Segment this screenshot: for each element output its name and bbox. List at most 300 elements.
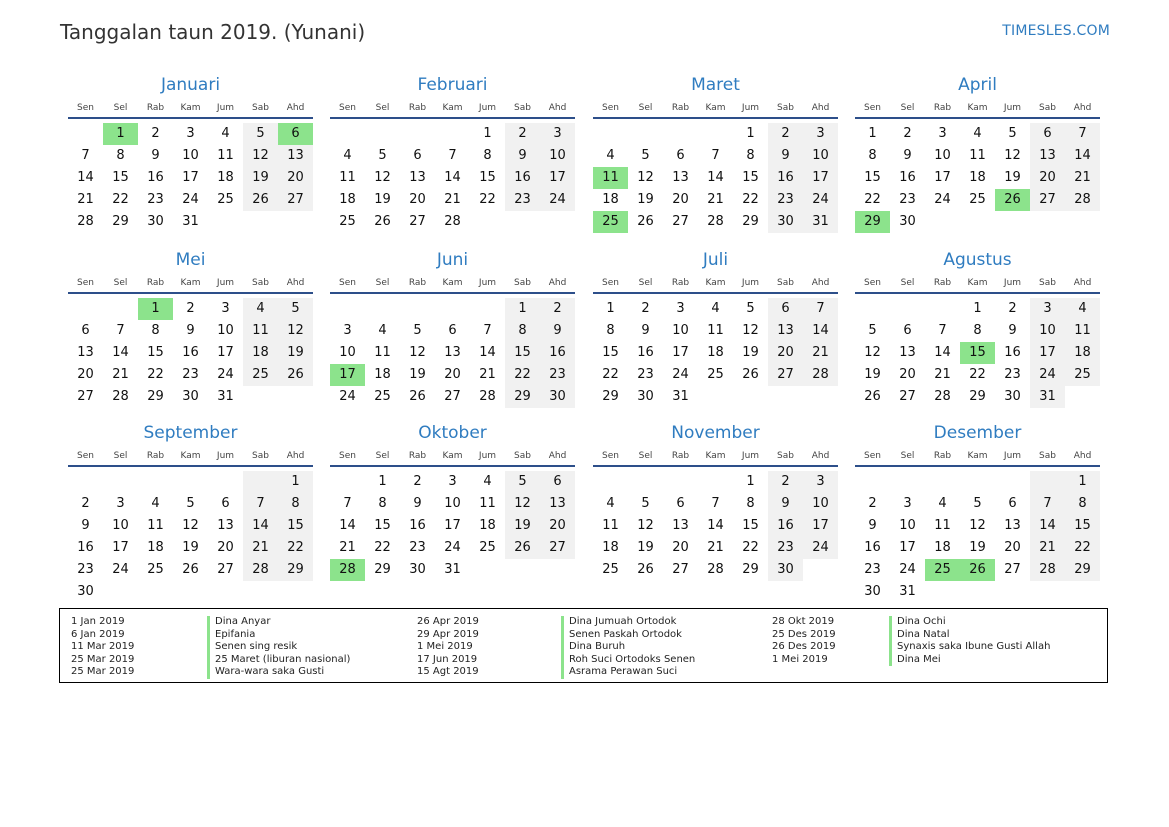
empty-cell: [925, 581, 960, 603]
weekday-header: [68, 102, 313, 114]
day-cell: 31: [672, 389, 689, 404]
day-cell: 21: [339, 540, 356, 555]
day-cell: 1: [378, 474, 387, 489]
day-cell: 24: [672, 367, 689, 382]
weekday-header: [855, 450, 1100, 462]
day-cell: 25: [593, 211, 628, 233]
day-cell: 2: [641, 301, 650, 316]
day-cell: 28: [707, 562, 724, 577]
day-cell: 11: [374, 345, 391, 360]
day-cell: 1: [868, 126, 877, 141]
weekday-label: Sen: [864, 451, 881, 461]
weekday-label: Sen: [77, 278, 94, 288]
legend-date: 11 Mar 2019: [71, 641, 135, 652]
day-cell: 21: [77, 192, 94, 207]
day-cell: 11: [479, 496, 496, 511]
weekday-label: Ahd: [548, 451, 567, 461]
day-cell: 24: [934, 192, 951, 207]
weekday-label: Ahd: [548, 278, 567, 288]
day-cell: 9: [413, 496, 422, 511]
day-cell: 29: [278, 559, 313, 581]
empty-cell: [208, 581, 243, 603]
day-cell: 16: [864, 540, 881, 555]
day-cell: 22: [864, 192, 881, 207]
legend-holiday-name: Dina Buruh: [561, 641, 695, 654]
day-cell: 14: [444, 170, 461, 185]
weekday-header: [330, 277, 575, 289]
day-cell: 29: [374, 562, 391, 577]
day-cell: 21: [112, 367, 129, 382]
day-cell: 9: [540, 320, 575, 342]
legend-dates-col: [772, 616, 836, 666]
legend-date: 25 Mar 2019: [71, 653, 135, 665]
day-cell: 23: [899, 192, 916, 207]
day-cell: 20: [672, 540, 689, 555]
empty-cell: [243, 581, 278, 603]
day-cell: 6: [768, 298, 803, 320]
day-cell: 19: [969, 540, 986, 555]
weekday-header: [68, 277, 313, 289]
day-cell: 12: [864, 345, 881, 360]
day-cell: 31: [444, 562, 461, 577]
weekday-label: Sel: [638, 278, 653, 288]
empty-cell: [103, 471, 138, 493]
day-cell: 25: [925, 559, 960, 581]
day-cell: 11: [147, 518, 164, 533]
day-cell: 17: [1030, 342, 1065, 364]
legend-holiday-name: Wara-wara saka Gusti: [207, 666, 350, 679]
day-cell: 21: [1030, 537, 1065, 559]
weekday-label: Jum: [1003, 103, 1022, 113]
day-cell: 16: [540, 342, 575, 364]
day-cell: 11: [602, 518, 619, 533]
month-agustus: [855, 249, 1100, 408]
day-cell: 4: [378, 323, 387, 338]
day-cell: 10: [934, 148, 951, 163]
weekday-label: Sen: [602, 278, 619, 288]
day-cell: 7: [803, 298, 838, 320]
day-cell: 7: [116, 323, 125, 338]
weekday-label: Sel: [900, 103, 915, 113]
day-cell: 5: [278, 298, 313, 320]
day-grid: [593, 471, 838, 581]
day-cell: 15: [602, 345, 619, 360]
day-cell: 30: [768, 559, 803, 581]
weekday-label: Sel: [375, 103, 390, 113]
day-cell: 31: [182, 214, 199, 229]
day-cell: 27: [1030, 189, 1065, 211]
weekday-label: Kam: [442, 451, 463, 461]
weekday-header: [593, 450, 838, 462]
day-cell: 9: [641, 323, 650, 338]
day-cell: 1: [505, 298, 540, 320]
weekday-label: Rab: [933, 103, 952, 113]
weekday-header: [593, 102, 838, 114]
empty-cell: [400, 123, 435, 145]
day-cell: 18: [707, 345, 724, 360]
empty-cell: [505, 211, 540, 233]
day-cell: 12: [182, 518, 199, 533]
day-cell: 6: [676, 148, 685, 163]
day-cell: 27: [77, 389, 94, 404]
weekday-label: Kam: [180, 451, 201, 461]
weekday-header: [68, 450, 313, 462]
day-cell: 15: [864, 170, 881, 185]
day-cell: 29: [1065, 559, 1100, 581]
day-cell: 7: [1030, 493, 1065, 515]
day-cell: 11: [707, 323, 724, 338]
month-juni: [330, 249, 575, 408]
day-cell: 12: [637, 170, 654, 185]
day-cell: 13: [1004, 518, 1021, 533]
empty-cell: [103, 581, 138, 603]
empty-cell: [698, 471, 733, 493]
legend-holiday-name: 25 Maret (liburan nasional): [207, 654, 350, 667]
day-cell: 27: [444, 389, 461, 404]
day-cell: 18: [602, 540, 619, 555]
day-cell: 19: [505, 515, 540, 537]
day-cell: 12: [637, 518, 654, 533]
day-cell: 3: [803, 123, 838, 145]
empty-cell: [138, 471, 173, 493]
weekday-label: Kam: [180, 278, 201, 288]
day-cell: 22: [742, 540, 759, 555]
day-cell: 11: [339, 170, 356, 185]
month-title: Mei: [175, 250, 206, 270]
day-cell: 27: [409, 214, 426, 229]
day-cell: 21: [243, 537, 278, 559]
day-cell: 4: [606, 148, 615, 163]
day-cell: 14: [707, 518, 724, 533]
day-cell: 3: [903, 496, 912, 511]
weekday-label: Jum: [741, 278, 760, 288]
day-cell: 19: [374, 192, 391, 207]
day-cell: 18: [479, 518, 496, 533]
day-cell: 23: [182, 367, 199, 382]
page-title: Tanggalan taun 2019. (Yunani): [60, 20, 366, 44]
day-cell: 6: [413, 148, 422, 163]
day-cell: 7: [81, 148, 90, 163]
day-cell: 28: [444, 214, 461, 229]
day-cell: 5: [973, 496, 982, 511]
day-cell: 24: [803, 537, 838, 559]
weekday-label: Sab: [1039, 278, 1056, 288]
legend-date: 17 Jun 2019: [417, 653, 478, 665]
empty-cell: [173, 581, 208, 603]
weekday-label: Sen: [864, 103, 881, 113]
day-cell: 3: [186, 126, 195, 141]
weekday-label: Jum: [216, 103, 235, 113]
day-cell: 26: [637, 562, 654, 577]
day-cell: 11: [1065, 320, 1100, 342]
day-cell: 17: [182, 170, 199, 185]
day-cell: 28: [934, 389, 951, 404]
day-cell: 30: [409, 562, 426, 577]
day-cell: 30: [182, 389, 199, 404]
weekday-label: Rab: [671, 278, 690, 288]
day-cell: 19: [1004, 170, 1021, 185]
day-cell: 4: [343, 148, 352, 163]
empty-cell: [925, 471, 960, 493]
day-cell: 23: [768, 537, 803, 559]
day-cell: 12: [409, 345, 426, 360]
day-cell: 8: [973, 323, 982, 338]
day-cell: 1: [746, 474, 755, 489]
legend-date: 25 Mar 2019: [71, 666, 135, 677]
empty-cell: [278, 581, 313, 603]
day-grid: [330, 298, 575, 408]
weekday-label: Sel: [638, 103, 653, 113]
day-cell: 10: [540, 145, 575, 167]
weekday-label: Sab: [252, 103, 269, 113]
day-cell: 24: [899, 562, 916, 577]
day-cell: 26: [505, 537, 540, 559]
month-divider: [330, 292, 575, 294]
weekday-label: Sen: [339, 278, 356, 288]
day-cell: 18: [602, 192, 619, 207]
day-cell: 12: [374, 170, 391, 185]
legend-holiday-name: Senen Paskah Ortodok: [561, 629, 695, 642]
weekday-label: Rab: [408, 451, 427, 461]
day-cell: 30: [768, 211, 803, 233]
day-cell: 6: [278, 123, 313, 145]
day-cell: 14: [339, 518, 356, 533]
day-cell: 13: [444, 345, 461, 360]
day-cell: 10: [1030, 320, 1065, 342]
weekday-label: Kam: [180, 103, 201, 113]
day-cell: 21: [803, 342, 838, 364]
day-cell: 2: [413, 474, 422, 489]
month-desember: [855, 422, 1100, 603]
weekday-label: Rab: [671, 451, 690, 461]
legend-names-col: [561, 616, 695, 679]
day-cell: 6: [540, 471, 575, 493]
legend-date: 1 Mei 2019: [417, 641, 473, 652]
day-cell: 25: [217, 192, 234, 207]
day-cell: 9: [768, 493, 803, 515]
weekday-label: Rab: [146, 451, 165, 461]
empty-cell: [1065, 581, 1100, 603]
month-divider: [330, 117, 575, 119]
legend-holiday-name: Dina Anyar: [207, 616, 350, 629]
day-cell: 12: [243, 145, 278, 167]
day-cell: 15: [479, 170, 496, 185]
weekday-label: Sel: [113, 451, 128, 461]
empty-cell: [68, 471, 103, 493]
day-cell: 19: [637, 540, 654, 555]
day-cell: 7: [1065, 123, 1100, 145]
day-cell: 2: [903, 126, 912, 141]
day-cell: 26: [742, 367, 759, 382]
empty-cell: [540, 211, 575, 233]
day-cell: 13: [278, 145, 313, 167]
day-cell: 21: [444, 192, 461, 207]
day-cell: 13: [1030, 145, 1065, 167]
site-link[interactable]: TIMESLES.COM: [1002, 23, 1110, 39]
weekday-label: Sel: [375, 278, 390, 288]
day-cell: 26: [864, 389, 881, 404]
day-cell: 28: [1030, 559, 1065, 581]
month-divider: [593, 465, 838, 467]
day-cell: 9: [81, 518, 90, 533]
day-cell: 17: [803, 167, 838, 189]
day-cell: 13: [77, 345, 94, 360]
legend-holiday-name: Dina Mei: [889, 654, 1050, 667]
day-cell: 16: [147, 170, 164, 185]
day-cell: 9: [1008, 323, 1017, 338]
weekday-label: Rab: [408, 278, 427, 288]
day-cell: 8: [1065, 493, 1100, 515]
month-november: [593, 422, 838, 581]
day-grid: [855, 298, 1100, 408]
day-cell: 22: [742, 192, 759, 207]
day-cell: 8: [116, 148, 125, 163]
empty-cell: [1030, 471, 1065, 493]
day-cell: 3: [540, 123, 575, 145]
day-cell: 17: [112, 540, 129, 555]
day-cell: 22: [112, 192, 129, 207]
legend-holiday-name: Roh Suci Ortodoks Senen: [561, 654, 695, 667]
empty-cell: [663, 471, 698, 493]
day-cell: 26: [995, 189, 1030, 211]
legend-holiday-name: Dina Ochi: [889, 616, 1050, 629]
day-cell: 2: [151, 126, 160, 141]
day-cell: 26: [409, 389, 426, 404]
legend-holiday-name: Senen sing resik: [207, 641, 350, 654]
day-cell: 16: [768, 515, 803, 537]
empty-cell: [733, 386, 768, 408]
day-cell: 13: [899, 345, 916, 360]
day-cell: 22: [479, 192, 496, 207]
empty-cell: [330, 471, 365, 493]
day-cell: 26: [637, 214, 654, 229]
day-cell: 30: [637, 389, 654, 404]
day-cell: 22: [505, 364, 540, 386]
month-divider: [855, 292, 1100, 294]
day-cell: 16: [768, 167, 803, 189]
day-cell: 10: [803, 145, 838, 167]
day-cell: 4: [243, 298, 278, 320]
day-cell: 30: [147, 214, 164, 229]
weekday-label: Kam: [967, 278, 988, 288]
day-cell: 25: [1065, 364, 1100, 386]
day-cell: 15: [960, 342, 995, 364]
day-cell: 26: [278, 364, 313, 386]
weekday-label: Ahd: [811, 278, 830, 288]
day-cell: 18: [374, 367, 391, 382]
day-cell: 14: [1065, 145, 1100, 167]
day-cell: 22: [374, 540, 391, 555]
empty-cell: [208, 211, 243, 233]
day-cell: 23: [864, 562, 881, 577]
day-cell: 28: [112, 389, 129, 404]
day-cell: 9: [768, 145, 803, 167]
day-cell: 13: [409, 170, 426, 185]
month-september: [68, 422, 313, 603]
empty-cell: [960, 581, 995, 603]
day-grid: [330, 123, 575, 233]
day-cell: 8: [505, 320, 540, 342]
day-cell: 31: [1030, 386, 1065, 408]
day-cell: 20: [540, 515, 575, 537]
empty-cell: [365, 123, 400, 145]
day-cell: 19: [742, 345, 759, 360]
day-cell: 25: [374, 389, 391, 404]
day-cell: 6: [448, 323, 457, 338]
empty-cell: [960, 471, 995, 493]
weekday-label: Ahd: [286, 103, 305, 113]
empty-cell: [995, 471, 1030, 493]
empty-cell: [470, 211, 505, 233]
day-cell: 20: [77, 367, 94, 382]
weekday-label: Kam: [442, 103, 463, 113]
empty-cell: [593, 471, 628, 493]
day-cell: 16: [505, 167, 540, 189]
day-cell: 5: [641, 148, 650, 163]
day-cell: 1: [973, 301, 982, 316]
day-cell: 16: [899, 170, 916, 185]
month-title: Maret: [691, 75, 740, 95]
month-title: Februari: [417, 75, 488, 95]
day-cell: 4: [1065, 298, 1100, 320]
empty-cell: [995, 581, 1030, 603]
day-cell: 29: [602, 389, 619, 404]
day-cell: 21: [1065, 167, 1100, 189]
day-cell: 6: [903, 323, 912, 338]
day-cell: 28: [330, 559, 365, 581]
day-cell: 15: [1065, 515, 1100, 537]
month-divider: [855, 117, 1100, 119]
day-cell: 30: [540, 386, 575, 408]
empty-cell: [768, 386, 803, 408]
weekday-label: Sen: [602, 103, 619, 113]
day-cell: 5: [413, 323, 422, 338]
legend-date: 15 Agt 2019: [417, 666, 479, 677]
day-cell: 19: [864, 367, 881, 382]
day-cell: 20: [409, 192, 426, 207]
day-cell: 30: [864, 584, 881, 599]
empty-cell: [470, 298, 505, 320]
day-cell: 27: [1004, 562, 1021, 577]
day-cell: 19: [409, 367, 426, 382]
day-cell: 4: [221, 126, 230, 141]
day-cell: 3: [116, 496, 125, 511]
month-april: [855, 74, 1100, 233]
day-cell: 23: [77, 562, 94, 577]
weekday-label: Ahd: [286, 278, 305, 288]
day-cell: 5: [378, 148, 387, 163]
empty-cell: [470, 559, 505, 581]
day-cell: 14: [243, 515, 278, 537]
day-cell: 24: [540, 189, 575, 211]
weekday-label: Jum: [216, 278, 235, 288]
weekday-label: Ahd: [1073, 451, 1092, 461]
empty-cell: [400, 298, 435, 320]
day-cell: 1: [278, 471, 313, 493]
day-cell: 31: [899, 584, 916, 599]
day-cell: 28: [803, 364, 838, 386]
day-cell: 7: [711, 496, 720, 511]
day-cell: 3: [938, 126, 947, 141]
day-cell: 12: [1004, 148, 1021, 163]
day-cell: 8: [606, 323, 615, 338]
day-cell: 20: [1030, 167, 1065, 189]
month-title: Agustus: [943, 250, 1012, 270]
day-cell: 16: [409, 518, 426, 533]
day-cell: 10: [339, 345, 356, 360]
day-cell: 14: [803, 320, 838, 342]
day-cell: 1: [103, 123, 138, 145]
